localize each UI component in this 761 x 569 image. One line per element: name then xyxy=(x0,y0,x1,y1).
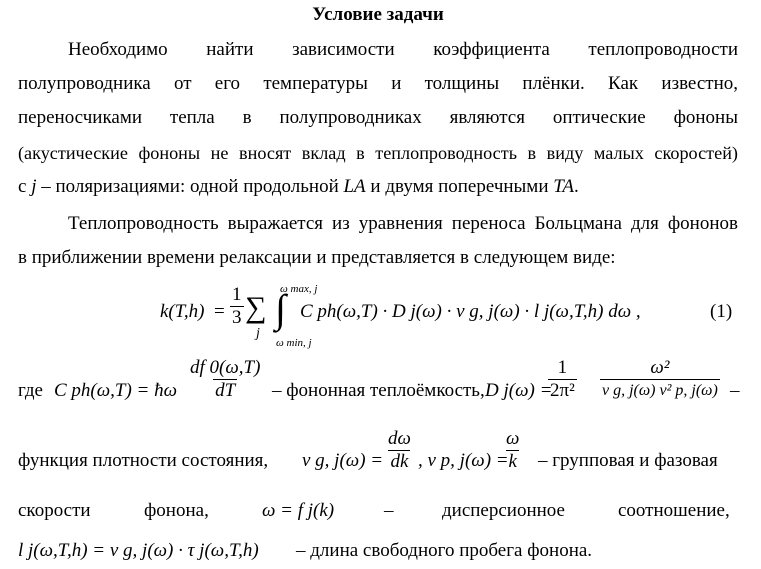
paragraph2-line1: Теплопроводность выражается из уравнения переноса Больцмана для фононов xyxy=(68,213,738,234)
paragraph1-line3: переносчиками тепла в полупроводниках являются оптические фононы xyxy=(18,107,738,128)
vg-derivative xyxy=(384,428,415,473)
page-title: Условие задачи xyxy=(312,4,444,25)
text-fragment: дисперсионное xyxy=(442,500,565,521)
cph-derivative xyxy=(186,357,264,402)
paragraph1-line5 xyxy=(18,176,738,198)
dash: – xyxy=(384,500,394,521)
fraction-numerator: 1 xyxy=(557,357,568,378)
fraction-numerator: df 0(ω,T) xyxy=(190,357,261,378)
fraction-denominator: dT xyxy=(215,380,236,401)
math-symbol: LA xyxy=(343,176,366,197)
fraction-denominator: ν g, j(ω) ν² p, j(ω) xyxy=(600,379,720,402)
text-fragment: с xyxy=(18,176,27,197)
vg-expression: ν g, j(ω) = xyxy=(302,450,384,471)
text-fragment: . xyxy=(574,176,579,197)
lower-limit: ω min, j xyxy=(276,337,312,349)
equation-coefficient xyxy=(228,284,246,329)
fraction-numerator: dω xyxy=(388,428,411,449)
fraction-numerator: ω² xyxy=(650,357,670,378)
integrand: C ph(ω,T) · D j(ω) · ν g, j(ω) · l j(ω,T,h) dω , xyxy=(300,301,641,322)
equation-equals: = xyxy=(214,301,225,322)
fraction-denominator: k xyxy=(508,451,517,472)
paragraph1-line1: Необходимо найти зависимости коэффициента теплопроводности xyxy=(68,39,738,60)
dj-expression: D j(ω) = xyxy=(485,380,553,401)
text-fragment: и двумя поперечными xyxy=(370,176,549,197)
fraction-numerator: 1 xyxy=(232,284,242,305)
dispersion-expression: ω = f j(k) xyxy=(262,500,335,521)
equation-lhs: k(T,h) xyxy=(160,301,205,322)
lj-description: – длина свободного пробега фонона. xyxy=(296,540,593,561)
fraction-denominator: 2π² xyxy=(550,380,575,401)
dash: – xyxy=(730,380,740,401)
vp-ratio xyxy=(502,428,523,473)
dj-fraction xyxy=(598,357,722,402)
sum-index: j xyxy=(256,326,260,341)
fraction-denominator: 3 xyxy=(232,307,242,328)
cph-expression: C ph(ω,T) = ħω xyxy=(54,380,178,401)
cph-description: – фононная теплоёмкость, xyxy=(272,380,485,401)
paragraph1-line4: (акустические фононы не вносят вклад в теплопроводность в виду малых скоростей) xyxy=(18,143,738,163)
math-symbol: j xyxy=(31,176,37,197)
fraction-denominator: dk xyxy=(390,451,409,472)
sum-symbol: ∑ xyxy=(245,291,267,324)
equation-number: (1) xyxy=(710,301,733,322)
dos-description: функция плотности состояния, xyxy=(18,450,269,471)
paragraph1-line2: полупроводника от его температуры и толщины плёнки. Как известно, xyxy=(18,73,738,94)
text-fragment: фонона, xyxy=(144,500,209,521)
math-symbol: TA xyxy=(553,176,575,197)
where-word: где xyxy=(18,380,43,401)
vp-expression: , ν p, j(ω) = xyxy=(418,450,509,471)
text-fragment: – поляризациями: одной продольной xyxy=(41,176,339,197)
integral-symbol: ∫ xyxy=(275,286,286,331)
upper-limit: ω max, j xyxy=(280,283,318,295)
fraction-numerator: ω xyxy=(506,428,520,449)
dj-coefficient xyxy=(546,357,579,402)
text-fragment: соотношение, xyxy=(618,500,730,521)
text-fragment: скорости xyxy=(18,500,91,521)
velocity-description: – групповая и фазовая xyxy=(538,450,718,471)
lj-expression: l j(ω,T,h) = ν g, j(ω) · τ j(ω,T,h) xyxy=(18,540,259,561)
paragraph2-line2: в приближении времени релаксации и представляется в следующем виде: xyxy=(18,247,616,268)
